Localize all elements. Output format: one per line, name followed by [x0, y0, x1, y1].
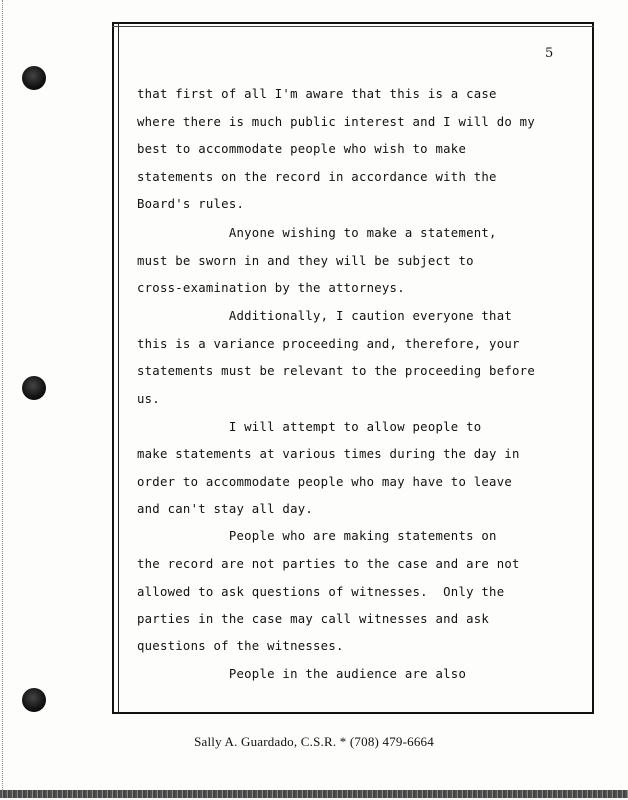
transcript-line: this is a variance proceeding and, therefore, your [137, 337, 520, 351]
transcript-line: statements must be relevant to the proceeding before [137, 364, 535, 378]
transcript-line: questions of the witnesses. [137, 639, 344, 653]
page-number: 5 [545, 46, 554, 61]
page-edge [2, 0, 4, 790]
transcript-line: parties in the case may call witnesses and ask [137, 612, 490, 626]
transcript-line: allowed to ask questions of witnesses. Only the [137, 585, 505, 599]
scan-edge [0, 790, 628, 798]
binder-hole [22, 688, 46, 712]
transcript-line: us. [137, 392, 160, 406]
reporter-footer: Sally A. Guardado, C.S.R. * (708) 479-6664 [194, 734, 434, 749]
top-rule [112, 26, 594, 27]
margin-rule [118, 22, 119, 714]
binder-hole [22, 66, 46, 90]
transcript-line: where there is much public interest and I will do my [137, 115, 535, 129]
transcript-line: that first of all I'm aware that this is a case [137, 87, 497, 101]
transcript-line: People in the audience are also [137, 667, 467, 681]
binder-hole [22, 376, 46, 400]
transcript-line: make statements at various times during the day in [137, 447, 520, 461]
transcript-line: order to accommodate people who may have to leave [137, 475, 513, 489]
transcript-line: and can't stay all day. [137, 502, 314, 516]
transcript-line: must be sworn in and they will be subject to [137, 254, 474, 268]
transcript-line: Board's rules. [137, 197, 245, 211]
transcript-line: Anyone wishing to make a statement, [137, 226, 497, 240]
transcript-line: best to accommodate people who wish to make [137, 142, 467, 156]
transcript-line: the record are not parties to the case and are not [137, 557, 520, 571]
transcript-line: People who are making statements on [137, 529, 497, 543]
transcript-line: Additionally, I caution everyone that [137, 309, 513, 323]
transcript-line: statements on the record in accordance with the [137, 170, 497, 184]
transcript-line: cross-examination by the attorneys. [137, 281, 405, 295]
transcript-line: I will attempt to allow people to [137, 420, 482, 434]
